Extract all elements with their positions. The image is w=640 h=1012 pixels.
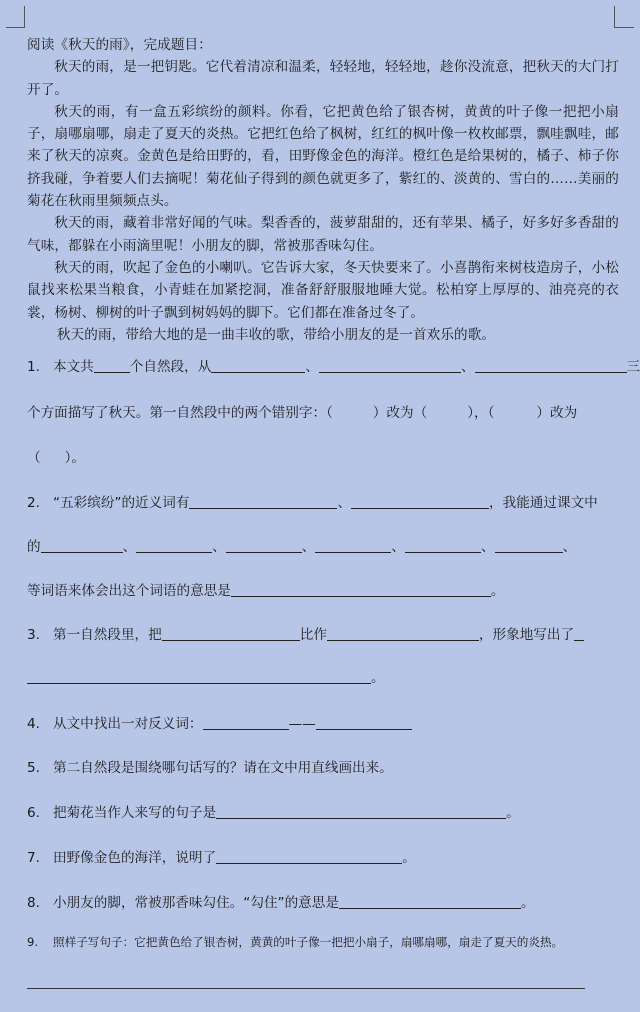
question-2-cont xyxy=(27,535,617,555)
crop-mark-top-right xyxy=(614,6,615,28)
question-text: 第二自然段是围绕哪句话写的？请在文中用直线画出来。 xyxy=(53,760,393,776)
paragraph-1: 秋天的雨，是一把钥匙。它代着清凉和温柔，轻轻地，轻轻地，趁你没流意，把秋天的大门打开了。 xyxy=(27,59,619,98)
question-text: “五彩缤纷”的近义词有 xyxy=(53,495,190,511)
question-text: 、 xyxy=(212,539,226,555)
question-number: 9. xyxy=(27,935,39,949)
question-text: 、 xyxy=(301,539,316,555)
question-3-cont xyxy=(27,666,617,686)
question-text: 、 xyxy=(562,539,577,555)
answer-blank[interactable] xyxy=(27,669,371,684)
question-text: 本文共 xyxy=(53,359,94,375)
question-number: 2. xyxy=(27,495,40,511)
answer-line[interactable] xyxy=(27,988,585,989)
question-text: 、 xyxy=(305,359,319,375)
question-number: 5. xyxy=(27,760,40,776)
question-text: 小朋友的脚，常被那香味勾住。“勾住”的意思是 xyxy=(53,895,339,911)
answer-blank[interactable] xyxy=(226,538,302,553)
answer-blank[interactable] xyxy=(216,804,506,819)
question-text: ）改为（ xyxy=(372,405,428,421)
question-3 xyxy=(27,623,617,643)
question-text: 。 xyxy=(490,583,505,599)
crop-mark-top-left xyxy=(6,27,25,28)
question-number: 6. xyxy=(27,805,40,821)
question-text: 三 xyxy=(626,359,640,375)
answer-blank[interactable] xyxy=(315,538,391,553)
question-text: 把菊花当作人来写的句子是 xyxy=(53,805,217,821)
question-text: 、 xyxy=(460,359,475,375)
question-number: 3. xyxy=(27,627,40,643)
question-9 xyxy=(27,934,617,950)
question-text: 等词语来体会出这个词语的意思是 xyxy=(27,583,231,599)
question-text: 、 xyxy=(122,539,137,555)
instruction: 阅读《秋天的雨》，完成题目： xyxy=(27,37,212,53)
answer-blank[interactable] xyxy=(495,538,563,553)
paragraph-4: 秋天的雨，吹起了金色的小喇叭。它告诉大家，冬天快要来了。小喜鹊衔来树枝造房子，小松鼠找来松果当粮食，小青蛙在加紧挖洞，准备舒舒服服地睡大觉。松柏穿上厚厚的、油亮亮的衣裳，杨树、柳树的叶子飘到树妈妈的脚下。它们都在准备过冬了。 xyxy=(27,259,619,321)
paragraph-2: 秋天的雨，有一盒五彩缤纷的颜料。你看，它把黄色给了银杏树，黄黄的叶子像一把把小扇子，扇哪扇哪，扇走了夏天的炎热。它把红色给了枫树，红红的枫叶像一枚枚邮票，飘哇飘哇，邮来了秋天的凉爽。金黄色是给田野的，看，田野像金色的海洋。橙红色是给果树的，橘子、柿子你挤我碰，争着要人们去摘呢！菊花仙子得到的颜色就更多了，紫红的、淡黄的、雪白的……美丽的菊花在秋雨里频频点头。 xyxy=(27,103,619,210)
answer-blank[interactable] xyxy=(211,358,305,373)
question-6 xyxy=(27,801,617,821)
question-text: 比作 xyxy=(299,627,327,643)
question-number: 8. xyxy=(27,895,40,911)
question-text: 照样子写句子：它把黄色给了银杏树，黄黄的叶子像一把把小扇子，扇哪扇哪，扇走了夏天的炎热。 xyxy=(53,935,564,949)
answer-blank[interactable] xyxy=(189,494,337,509)
answer-blank[interactable] xyxy=(475,358,627,373)
question-text: 、 xyxy=(480,539,495,555)
answer-blank[interactable] xyxy=(231,582,491,597)
question-text: 田野像金色的海洋，说明了 xyxy=(53,850,217,866)
question-8 xyxy=(27,891,617,911)
question-number: 7. xyxy=(27,850,40,866)
question-1-cont xyxy=(27,401,617,421)
question-text: ）。 xyxy=(64,450,85,466)
answer-blank[interactable] xyxy=(41,538,123,553)
answer-blank[interactable] xyxy=(319,358,461,373)
question-text: 。 xyxy=(402,850,416,866)
answer-blank[interactable] xyxy=(203,715,289,730)
question-text: 。 xyxy=(371,670,385,686)
question-text: 个方面描写了秋天。第一自然段中的两个错别字：（ xyxy=(27,405,333,421)
question-text: 。 xyxy=(506,805,520,821)
question-text: 。 xyxy=(520,895,535,911)
answer-blank[interactable] xyxy=(327,626,479,641)
answer-blank[interactable] xyxy=(339,894,521,909)
question-text: 从文中找出一对反义词： xyxy=(53,716,203,732)
question-text: ，形象地写出了 xyxy=(478,627,575,643)
question-text: 的 xyxy=(27,539,41,555)
answer-blank[interactable] xyxy=(94,358,130,373)
reading-passage xyxy=(27,34,619,346)
question-text: ），（ xyxy=(467,405,495,421)
question-text: —— xyxy=(288,716,316,732)
answer-blank[interactable] xyxy=(216,849,402,864)
question-number: 1. xyxy=(27,359,40,375)
question-text: 、 xyxy=(337,495,352,511)
question-4 xyxy=(27,712,617,732)
question-number: 4. xyxy=(27,716,40,732)
question-5 xyxy=(27,756,617,776)
question-text: ，我能通过课文中 xyxy=(489,495,598,511)
answer-blank[interactable] xyxy=(574,626,584,641)
crop-mark-top-left xyxy=(24,6,25,28)
question-1-cont2 xyxy=(27,446,617,466)
answer-blank[interactable] xyxy=(136,538,212,553)
question-1 xyxy=(27,355,640,375)
question-text: 、 xyxy=(391,539,405,555)
question-2 xyxy=(27,491,617,511)
question-text: （ xyxy=(27,450,41,466)
paragraph-5: 秋天的雨，带给大地的是一曲丰收的歌，带给小朋友的是一首欢乐的歌。 xyxy=(56,326,496,343)
question-2-cont2 xyxy=(27,579,617,599)
paragraph-3: 秋天的雨，藏着非常好闻的气味。梨香香的，菠萝甜甜的，还有苹果、橘子，好多好多香甜的气味，都躲在小雨滴里呢！小朋友的脚，常被那香味勾住。 xyxy=(27,215,619,254)
question-text: ）改为 xyxy=(536,405,578,421)
question-text: 个自然段，从 xyxy=(129,359,212,375)
crop-mark-top-right xyxy=(614,27,634,28)
answer-blank[interactable] xyxy=(162,626,300,641)
answer-blank[interactable] xyxy=(405,538,481,553)
answer-blank[interactable] xyxy=(316,715,412,730)
question-7 xyxy=(27,846,617,866)
question-text: 第一自然段里，把 xyxy=(53,627,162,643)
answer-blank[interactable] xyxy=(351,494,489,509)
